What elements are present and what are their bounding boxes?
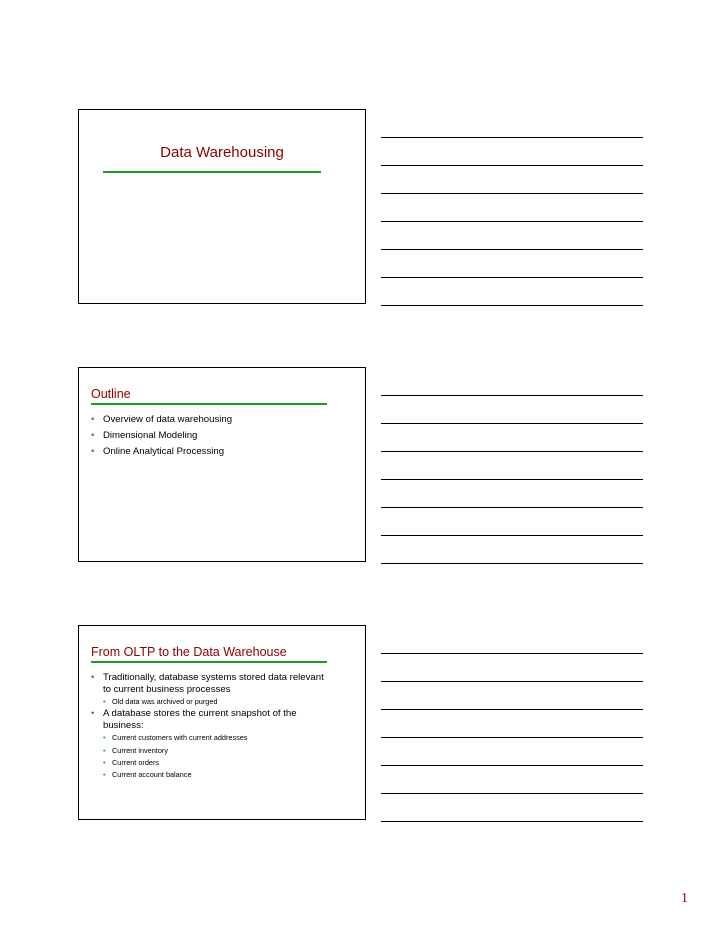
sub-list-item-text: Current orders [112,757,160,767]
bullet-icon: • [91,414,95,425]
bullet-icon: • [103,745,106,755]
slide-1-title: Data Warehousing [160,144,284,161]
note-line [381,165,643,166]
slide-3 [78,625,366,820]
list-item [91,672,327,695]
sub-list-item [91,732,327,744]
note-line [381,737,643,738]
bullet-icon: • [103,733,106,743]
note-line [381,765,643,766]
note-line [381,305,643,306]
slide-1 [78,109,366,304]
note-line [381,277,643,278]
slide-2-title-rule [91,403,327,405]
list-item-text: Online Analytical Processing [103,446,225,458]
slide-3-title-rule [91,661,327,663]
bullet-icon: • [103,770,106,780]
slide-2-title: Outline [91,387,131,401]
bullet-icon: • [103,697,106,706]
sub-list-item [91,696,327,708]
note-line [381,709,643,710]
list-item-text: Traditionally, database systems stored data relevant to current business processes [103,672,324,695]
sub-list-item-text: Current inventory [112,745,168,755]
sub-list-item-text: Current account balance [112,770,192,780]
page-number: 1 [681,891,688,906]
note-line [381,137,643,138]
sub-list-item-text: Current customers with current addresses [112,733,248,743]
slide-2 [78,367,366,562]
bullet-icon: • [91,708,95,720]
note-line [381,249,643,250]
slide-2-bullet-list [91,414,327,463]
slide-1-title-rule [103,171,321,173]
note-line [381,423,643,424]
sub-list-item-text: Old data was archived or purged [112,697,218,706]
list-item [91,414,327,426]
note-line [381,681,643,682]
bullet-icon: • [91,672,95,683]
list-item [91,430,327,442]
bullet-icon: • [103,757,106,767]
note-line [381,793,643,794]
note-line [381,451,643,452]
note-line [381,563,643,564]
bullet-icon: • [91,446,95,458]
sub-list-item [91,757,327,769]
list-item-text: Overview of data warehousing [103,414,233,425]
sub-list-item [91,745,327,757]
list-item-text: A database stores the current snapshot of the business: [103,708,297,731]
note-line [381,221,643,222]
note-line [381,507,643,508]
note-line [381,395,643,396]
list-item [91,446,327,458]
note-line [381,193,643,194]
note-line [381,479,643,480]
list-item [91,708,327,731]
sub-list-item [91,769,327,781]
bullet-icon: • [91,430,95,442]
note-line [381,653,643,654]
list-item-text: Dimensional Modeling [103,430,198,442]
slide-3-title: From OLTP to the Data Warehouse [91,645,287,659]
note-line [381,821,643,822]
note-line [381,535,643,536]
slide-3-bullet-list [91,672,327,781]
